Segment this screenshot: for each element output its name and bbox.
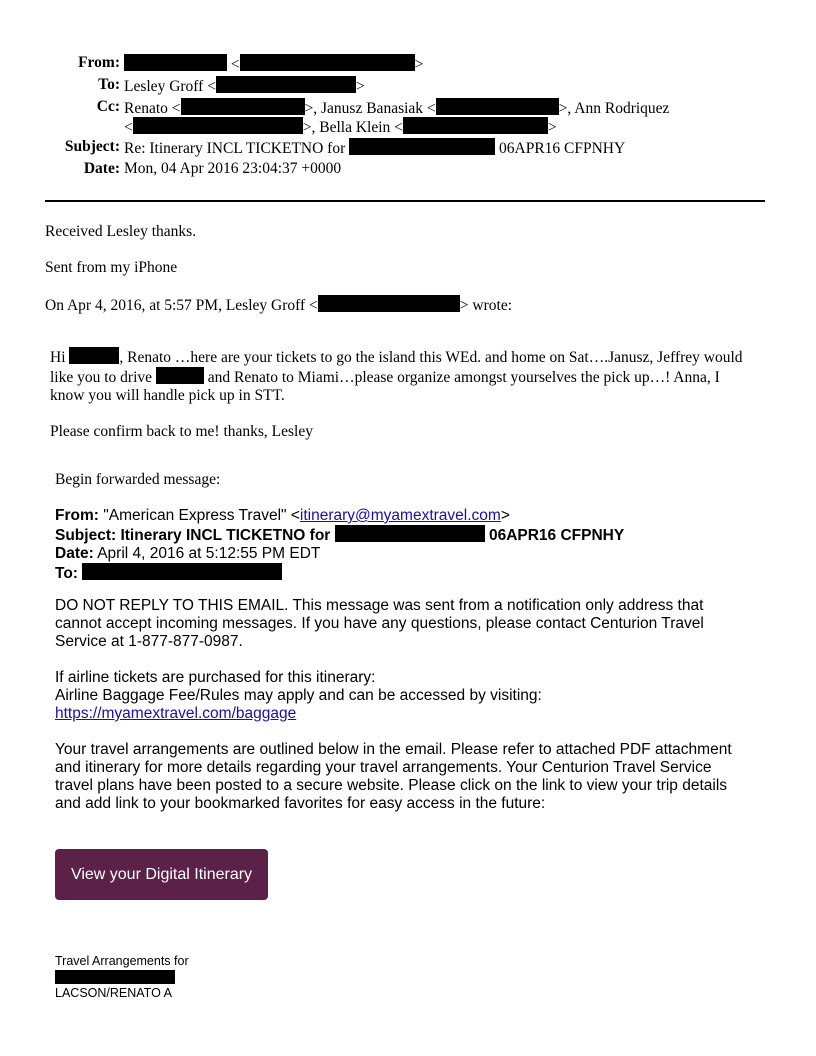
fwd-to-label: To:: [55, 565, 78, 582]
subject-value: [124, 138, 625, 158]
fwd-to-row: [55, 563, 624, 583]
quote-attribution: [45, 295, 512, 315]
redaction-block: [403, 117, 548, 134]
button-label: View your Digital Itinerary: [70, 865, 253, 883]
lesley-line-1: [50, 347, 790, 367]
redaction-block: [335, 525, 485, 542]
lesley-text-1: , Renato …here are your tickets to go the island this WEd. and home on Sat….Janusz, Jeffrey would: [119, 349, 743, 366]
fwd-subject-prefix: Itinerary INCL TICKETNO for: [120, 527, 331, 544]
date-value: Mon, 04 Apr 2016 23:04:37 +0000: [124, 160, 342, 177]
header-divider: [45, 200, 765, 202]
redaction-block: [216, 76, 356, 93]
redaction-block: [133, 117, 303, 134]
forwarded-header: [55, 507, 624, 583]
travel-arrangements-label: Travel Arrangements for: [55, 954, 189, 968]
greeting: Hi: [50, 349, 66, 366]
fwd-subject-label: Subject:: [55, 527, 117, 544]
date-label: Date:: [83, 160, 120, 177]
notice-line-3: Service at 1-877-877-0987.: [55, 633, 243, 650]
arrangements-line-3: travel plans have been posted to a secure website. Please click on the link to view your trip details: [55, 777, 728, 794]
cc-value-line1: [124, 98, 669, 118]
cc-janusz: >, Janusz Banasiak <: [304, 100, 436, 117]
cc-ann: >, Ann Rodriquez: [558, 100, 670, 117]
subject-label: Subject:: [64, 138, 120, 155]
baggage-link[interactable]: https://myamextravel.com/baggage: [55, 705, 297, 722]
view-digital-itinerary-button[interactable]: [55, 849, 268, 900]
redaction-block: [156, 367, 204, 384]
reply-line-1: Received Lesley thanks.: [45, 223, 197, 240]
subject-suffix: 06APR16 CFPNHY: [499, 140, 626, 157]
arrangements-line-1: Your travel arrangements are outlined below in the email. Please refer to attached PDF attachment: [55, 741, 732, 758]
redaction-block: [69, 347, 119, 364]
cc-bella: >, Bella Klein <: [302, 119, 403, 136]
redaction-block: [55, 970, 175, 984]
from-value: < >: [124, 54, 423, 74]
lesley-text-2b: and Renato to Miami…please organize amongst yourselves the pick up…! Anna, I: [207, 369, 720, 386]
fwd-from-label: From:: [55, 507, 99, 524]
to-value: Lesley Groff < >: [124, 78, 365, 95]
lesley-text-2a: like you to drive: [50, 369, 153, 386]
redaction-block: [124, 54, 227, 71]
redaction-block: [436, 98, 559, 115]
reply-signature: Sent from my iPhone: [45, 259, 178, 276]
redaction-block: [240, 54, 415, 71]
to-name: Lesley Groff <: [124, 78, 216, 95]
subject-prefix: Re: Itinerary INCL TICKETNO for: [124, 140, 346, 157]
notice-line-2: cannot accept incoming messages. If you have any questions, please contact Centurion Travel: [55, 615, 704, 632]
notice-line-1: DO NOT REPLY TO THIS EMAIL. This message was sent from a notification only address that: [55, 597, 704, 614]
lesley-line-3: know you will handle pick up in STT.: [50, 387, 285, 404]
cc-renato: Renato <: [124, 100, 181, 117]
redaction-block: [318, 295, 460, 312]
notice-paragraph: [55, 597, 704, 651]
fwd-date-row: [55, 545, 624, 563]
fwd-from-close: >: [500, 507, 510, 524]
baggage-line-2: Airline Baggage Fee/Rules may apply and can be accessed by visiting:: [55, 687, 542, 704]
arrangements-paragraph: [55, 741, 732, 813]
cc-label: Cc:: [96, 98, 120, 115]
travel-arrangements-block: [55, 954, 189, 1001]
email-header: [0, 52, 816, 182]
fwd-from-row: [55, 507, 624, 525]
quote-suffix: > wrote:: [459, 297, 513, 314]
baggage-line-1: If airline tickets are purchased for this itinerary:: [55, 669, 376, 686]
fwd-from-name: "American Express Travel" <: [103, 507, 300, 524]
fwd-from-email-link[interactable]: itinerary@myamextravel.com: [299, 507, 501, 524]
arrangements-line-2: and itinerary for more details regarding your travel arrangements. Your Centurion Travel Service: [55, 759, 712, 776]
redaction-block: [349, 138, 495, 155]
redaction-block: [82, 563, 282, 580]
lesley-line-2: [50, 367, 790, 387]
forward-begin: Begin forwarded message:: [55, 471, 221, 488]
to-label: To:: [98, 76, 120, 93]
cc-value-line2: < >, Bella Klein < >: [124, 119, 557, 136]
fwd-subject-suffix: 06APR16 CFPNHY: [488, 527, 625, 544]
fwd-subject-row: [55, 525, 624, 545]
arrangements-line-4: and add link to your bookmarked favorites for easy access in the future:: [55, 795, 546, 812]
from-label: From:: [78, 54, 120, 71]
quote-prefix: On Apr 4, 2016, at 5:57 PM, Lesley Groff <: [45, 297, 318, 314]
fwd-date-value: April 4, 2016 at 5:12:55 PM EDT: [97, 545, 321, 562]
lesley-line-4: Please confirm back to me! thanks, Lesley: [50, 423, 313, 440]
redaction-block: [181, 98, 305, 115]
lesley-message: [50, 347, 790, 441]
fwd-date-label: Date:: [55, 545, 94, 562]
baggage-paragraph: [55, 669, 542, 723]
traveler-name: LACSON/RENATO A: [55, 986, 172, 1000]
